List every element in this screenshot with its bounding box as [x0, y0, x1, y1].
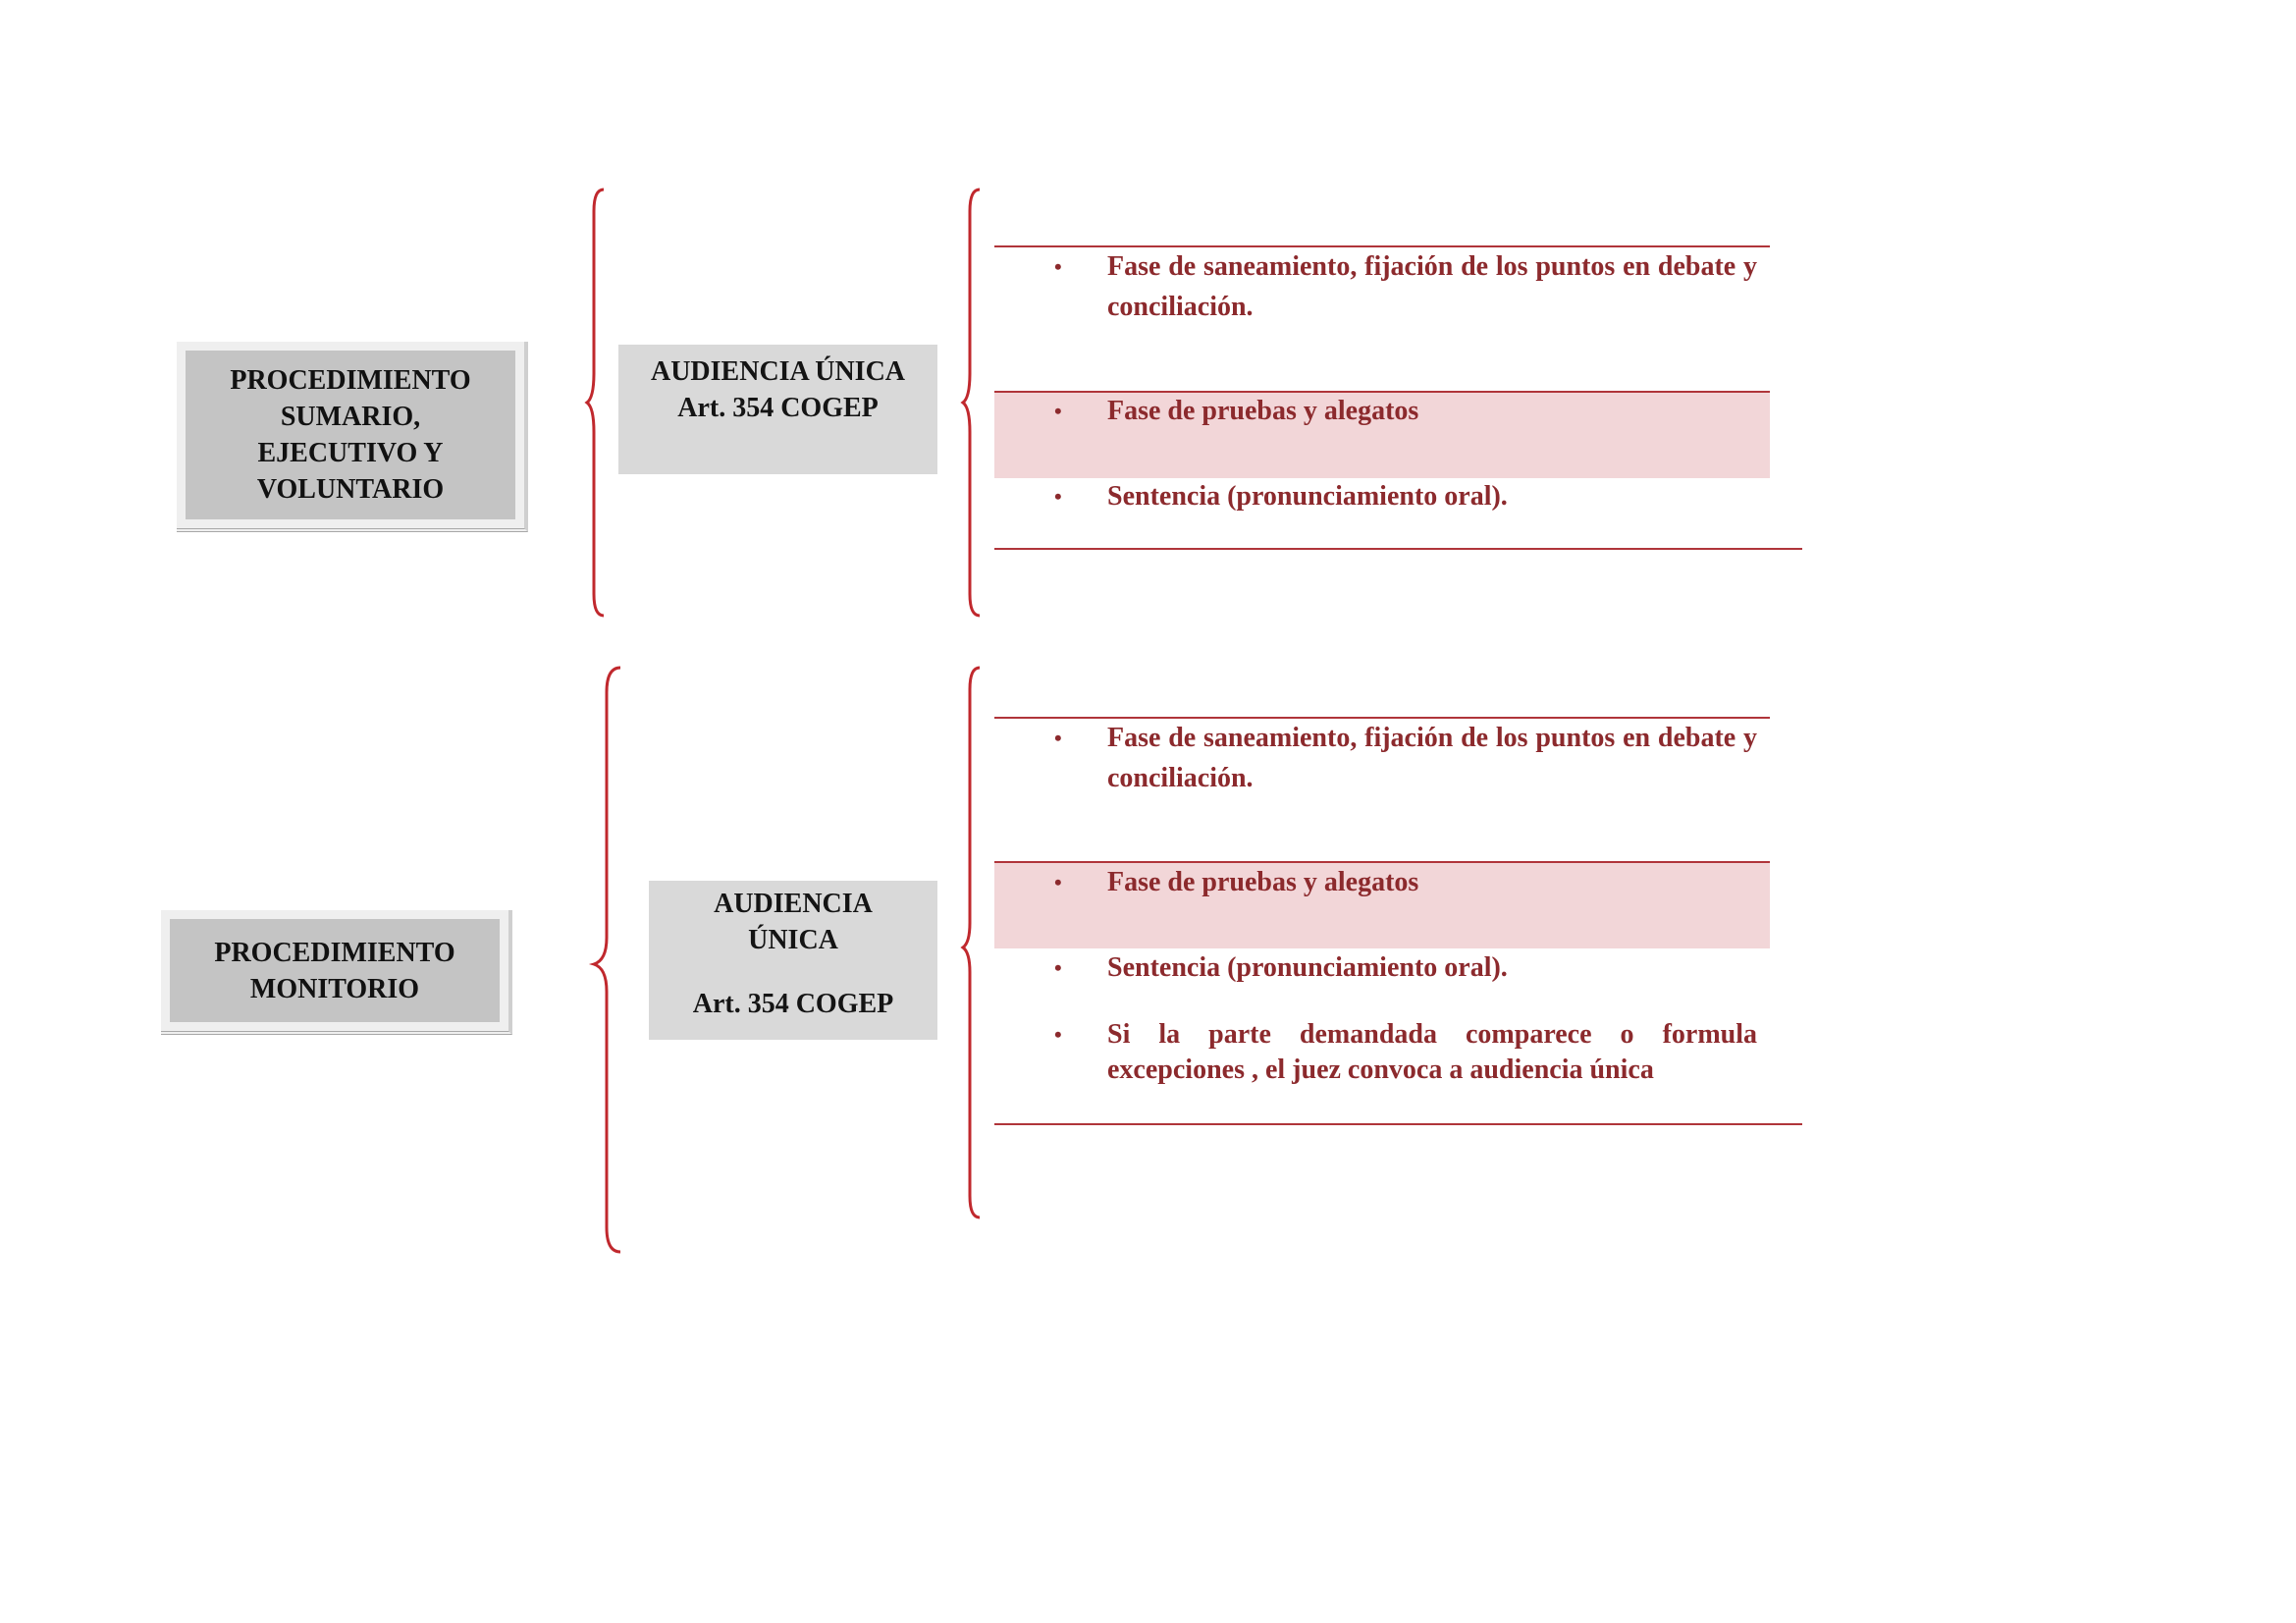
audiencia-unica-box-1	[618, 345, 937, 474]
procedure-monitorio-label: PROCEDIMIENTO MONITORIO	[214, 937, 455, 1004]
procedure-sumario-inner	[186, 351, 515, 519]
phase-item-excepciones	[1054, 1017, 1757, 1088]
brace-2-right	[963, 668, 980, 1217]
bullet-icon: •	[1054, 254, 1062, 279]
audiencia-title: AUDIENCIA ÚNICA	[650, 356, 906, 387]
audiencia-article: Art. 354 COGEP	[692, 989, 894, 1019]
phase-text: Fase de saneamiento, fijación de los puntos en debate y conciliación.	[1107, 251, 1757, 322]
brace-1-right	[963, 189, 980, 616]
phase-text: Fase de saneamiento, fijación de los puntos en debate y conciliación.	[1107, 723, 1757, 793]
phase-text: Si la parte demandada comparece o formula excepciones , el juez convoca a audiencia única	[1107, 1019, 1757, 1085]
brace-2-left	[594, 668, 620, 1252]
bullet-icon: •	[1054, 1022, 1062, 1047]
procedure-monitorio-box	[161, 910, 512, 1035]
bullet-icon: •	[1054, 870, 1062, 894]
audiencia-unica-box-2	[649, 881, 937, 1040]
procedure-sumario-label: PROCEDIMIENTO SUMARIO, EJECUTIVO Y VOLUNTARIO	[230, 365, 471, 505]
audiencia-title-line2: ÚNICA	[748, 925, 838, 955]
procedure-monitorio-inner	[170, 919, 500, 1022]
audiencia-title-line1: AUDIENCIA	[714, 889, 873, 919]
procedure-sumario-box	[177, 342, 528, 532]
phase-item-sentencia	[1054, 947, 1757, 988]
phase-item-pruebas	[1054, 862, 1757, 902]
phase-bottom-rule-2	[994, 1123, 1802, 1125]
brace-1-left	[587, 189, 604, 616]
phase-item-sentencia	[1054, 476, 1757, 516]
phase-bottom-rule-1	[994, 548, 1802, 550]
phase-item-pruebas	[1054, 391, 1757, 431]
phase-text: Sentencia (pronunciamiento oral).	[1107, 952, 1508, 983]
bullet-icon: •	[1054, 955, 1062, 980]
bullet-icon: •	[1054, 399, 1062, 423]
phase-text: Sentencia (pronunciamiento oral).	[1107, 481, 1508, 512]
audiencia-article: Art. 354 COGEP	[677, 393, 879, 423]
bullet-icon: •	[1054, 726, 1062, 750]
phase-text: Fase de pruebas y alegatos	[1107, 396, 1419, 426]
phase-item-saneamiento	[1054, 246, 1757, 327]
phase-item-saneamiento	[1054, 718, 1757, 798]
bullet-icon: •	[1054, 484, 1062, 509]
phase-text: Fase de pruebas y alegatos	[1107, 867, 1419, 897]
